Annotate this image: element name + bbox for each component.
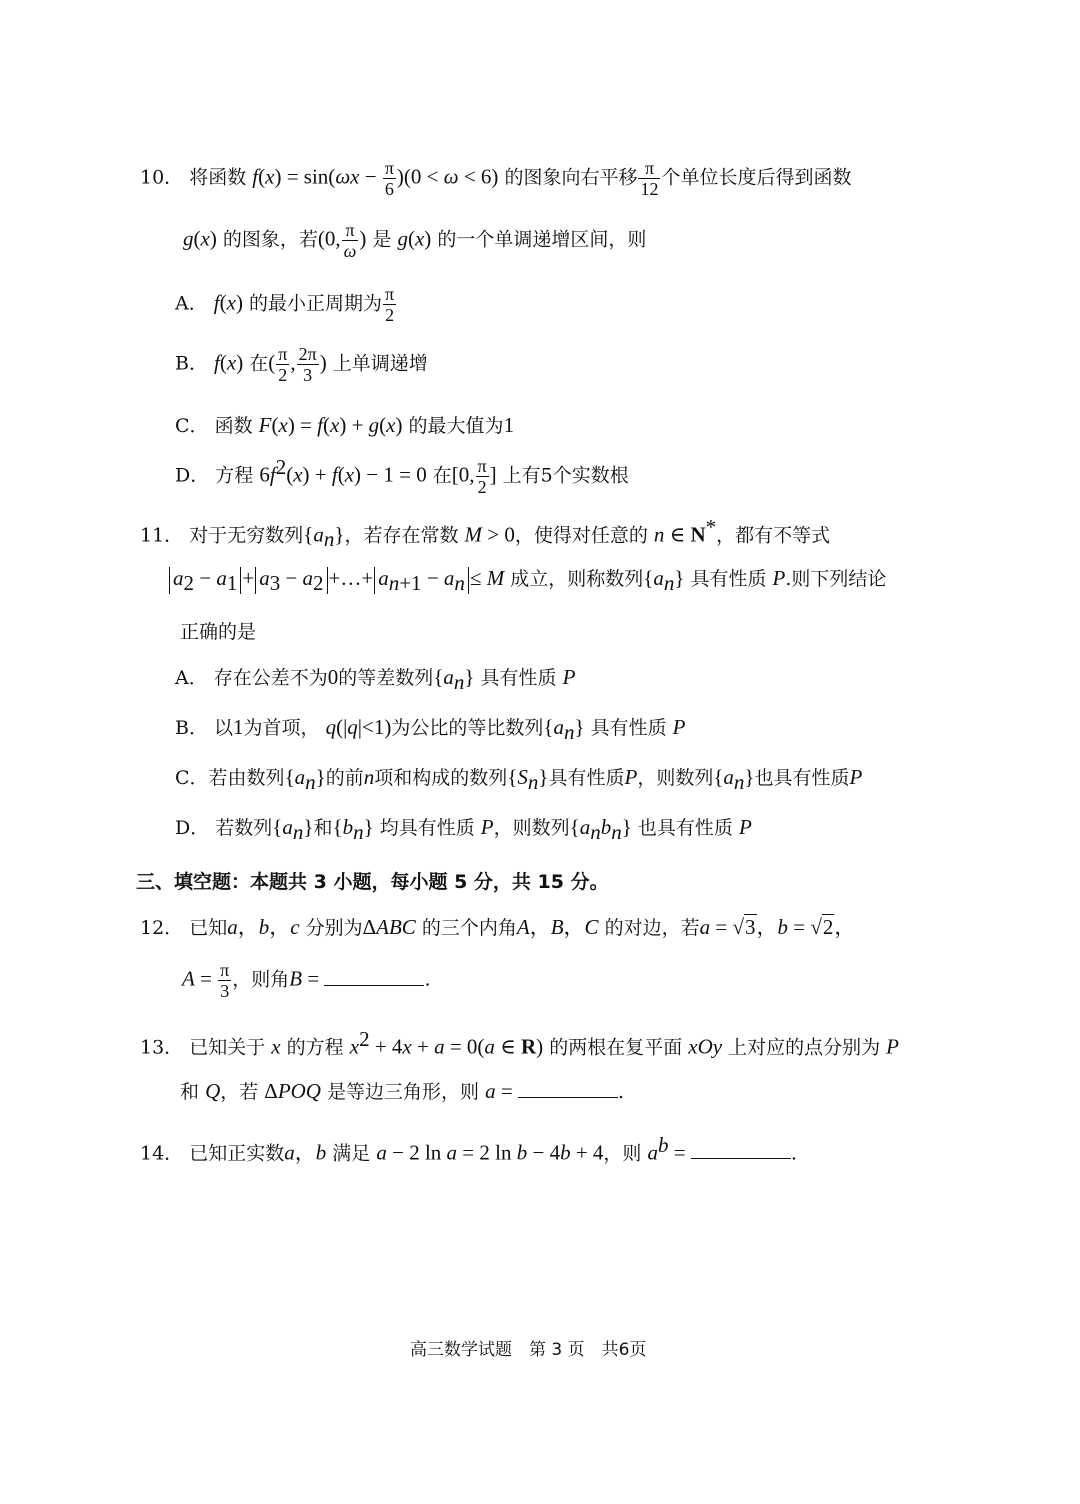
q12-end: .	[424, 968, 431, 991]
q12-answer-blank[interactable]	[324, 967, 424, 986]
q13-text-5: 和	[180, 1081, 200, 1103]
q10-option-a-label: A．	[175, 292, 208, 315]
q11-option-a-text-2: 的等差数列	[338, 667, 434, 689]
q11-option-c-text-6: 也具有性质	[754, 767, 850, 789]
q10-option-b-label: B．	[175, 352, 208, 375]
q12-text-3: 的三个内角	[421, 917, 517, 939]
q10-option-d-text-2: 在	[432, 464, 452, 487]
q11-option-b: B． 以1为首项， q(|q|<1)为公比的等比数列$\{a_n\}$ 具有性质 P	[175, 715, 686, 744]
q12-text-4: 的对边，若	[604, 917, 700, 939]
q11-option-c-label: C．	[175, 767, 209, 789]
q10-option-d-text-3: 上有5个实数根	[502, 464, 629, 487]
q10-option-c-text-2: 的最大值为	[408, 415, 504, 437]
q13-text-1: 已知关于	[189, 1036, 266, 1059]
q14-line-1: 14． 已知正实数a，b 满足 a − 2 ln a = 2 ln b − 4b + 4，则 $a^b$ = .	[140, 1133, 797, 1165]
q12-line-2: A = $\frac{\pi}{3}$ ，则角B = .	[182, 960, 431, 1001]
q10-text-2: 的图象向右平移	[504, 166, 638, 189]
q12-text-1: 已知	[189, 917, 228, 939]
q11-option-b-label: B．	[175, 717, 208, 739]
q13-number: 13．	[140, 1036, 184, 1059]
q10-frac-pi-6: $\frac{\pi}{6}$	[384, 158, 394, 199]
q10-number: 10．	[140, 166, 184, 189]
q11-option-d-text-4: ，则数列	[493, 817, 570, 839]
q10-option-d-text-1: 方程	[215, 464, 254, 487]
q12-line-1: 12． 已知a，b，c 分别为ΔABC 的三个内角A，B，C 的对边，若a = √3，b = √2，	[140, 915, 856, 939]
q14-text-3: ，则	[603, 1142, 642, 1165]
q11-option-a-text-1: 存在公差不为	[213, 667, 328, 689]
q14-number: 14．	[140, 1142, 184, 1165]
q11-option-b-text-1: 以	[214, 717, 234, 739]
q11-text-4: ，都有不等式	[716, 524, 831, 547]
q13-end: .	[617, 1081, 624, 1103]
q10-text-4: 的图象，若	[222, 228, 318, 251]
q10-option-d: D． 方程 $6f^2(x) + f(x) - 1 = 0$ 在[0, $\frac{\pi}{2}$ ] 上有5个实数根	[175, 455, 629, 497]
q13-text-7: 是等边三角形，则	[327, 1081, 480, 1103]
q11-text-5: 成立，则称数列	[510, 568, 644, 590]
q10-option-b: B． f(x) 在( $\frac{\pi}{2}$ , $\frac{2\pi}{3}$ ) 上单调递增	[175, 344, 428, 385]
q12-text-2: 分别为	[305, 917, 363, 939]
q11-line-1: 11． 对于无穷数列$\{a_n\}$，若存在常数 M > 0，使得对任意的 n ∈ N*，都有不等式	[140, 515, 831, 552]
q11-text-2: ，若存在常数	[344, 524, 459, 547]
q11-option-c-text-1: 若由数列	[208, 767, 285, 789]
q11-text-7: .则下列结论	[785, 568, 887, 590]
q11-text-8: 正确的是	[180, 621, 257, 643]
q13-text-6: ，若	[220, 1081, 259, 1103]
q13-line-2: 和 Q，若 ΔPOQ 是等边三角形，则 a = .	[180, 1079, 624, 1103]
q11-number: 11．	[140, 524, 184, 547]
q14-text-2: 满足	[332, 1142, 371, 1165]
q10-text-3: 个单位长度后得到函数	[661, 166, 852, 189]
q11-option-b-text-2: 为首项，	[243, 717, 320, 739]
q10-frac-pi-omega: $\frac{\pi}{\omega}$	[343, 220, 357, 261]
q13-line-1: 13． 已知关于 x 的方程 $x^2 + 4x + a = 0(a$ ∈ R) 的两根在复平面 xOy 上对应的点分别为 P	[140, 1027, 899, 1059]
q14-text-1: 已知正实数	[189, 1142, 285, 1165]
q10-option-b-text-2: 上单调递增	[332, 352, 428, 375]
q11-option-b-text-3: 为公比的等比数列	[391, 717, 544, 739]
q10-option-c: C． 函数 F(x) = f(x) + g(x) 的最大值为1	[175, 413, 515, 437]
q11-option-d-text-2: 和	[313, 817, 333, 839]
q11-option-a-text-3: 具有性质	[480, 667, 557, 689]
q11-option-d-text-5: 也具有性质	[637, 817, 733, 839]
section-3-heading: 三、填空题：本题共 3 小题，每小题 5 分，共 15 分。	[136, 871, 609, 893]
q11-option-d-text-1: 若数列	[215, 817, 273, 839]
q11-option-a-label: A．	[175, 667, 208, 689]
q10-line-1: 10． 将函数 f(x) = sin(ωx − $\frac{\pi}{6}$ )(0 < ω < 6) 的图象向右平移 $\frac{\pi}{12}$ 个单位长度后得到函数	[140, 158, 852, 199]
q11-option-d: D． 若数列$\{a_n\}$和$\{b_n\}$ 均具有性质 P，则数列$\{a_nb_n\}$ 也具有性质 P	[175, 815, 752, 844]
q13-answer-blank[interactable]	[518, 1079, 618, 1098]
q13-text-2: 的方程	[286, 1036, 344, 1059]
q10-option-a-text: 的最小正周期为	[249, 292, 383, 315]
q10-option-c-label: C．	[175, 415, 209, 437]
q11-option-c-text-4: 具有性质	[548, 767, 625, 789]
q14-answer-blank[interactable]	[691, 1140, 791, 1159]
q10-option-d-label: D．	[175, 464, 210, 487]
q10-option-c-text-1: 函数	[214, 415, 253, 437]
q11-text-6: 具有性质	[690, 568, 767, 590]
q13-text-3: 的两根在复平面	[549, 1036, 683, 1059]
q10-option-a: A． f(x) 的最小正周期为 $\frac{\pi}{2}$	[175, 284, 395, 325]
q11-text-3: ，使得对任意的	[514, 524, 648, 547]
q10-option-b-text-1: 在	[249, 352, 269, 375]
q10-text-1: 将函数	[189, 166, 247, 189]
q12-text-5: ，则角	[232, 968, 290, 991]
q11-line-2: $a_2 - a_1 + a_3 - a_2$ +…+ $a_{n+1} - a_n \le M$ 成立，则称数列$\{a_n\}$ 具有性质 P.则下列结论	[168, 563, 886, 598]
q11-option-a: A． 存在公差不为0的等差数列$\{a_n\}$ 具有性质 P	[175, 665, 576, 694]
q11-option-d-text-3: 均具有性质	[379, 817, 475, 839]
q14-end: .	[790, 1142, 797, 1165]
q11-option-b-text-4: 具有性质	[590, 717, 667, 739]
q10-formula-f: f	[252, 164, 259, 189]
q11-option-c-text-2: 的前	[325, 767, 364, 789]
q10-text-6: 的一个单调递增区间，则	[437, 228, 647, 251]
q11-text-1: 对于无穷数列	[189, 524, 304, 547]
page-footer: 高三数学试题 第 3 页 共6页	[410, 1340, 647, 1360]
q10-text-5: 是	[372, 228, 392, 251]
q10-line-2: g(x) 的图象，若(0, $\frac{\pi}{\omega}$ ) 是 g(x) 的一个单调递增区间，则	[183, 220, 647, 261]
q11-line-3	[180, 617, 256, 647]
q11-option-c: C．若由数列$\{a_n\}$的前n项和构成的数列$\{S_n\}$具有性质P，则数列$\{a_n\}$也具有性质P	[175, 765, 863, 794]
q11-option-c-text-5: ，则数列	[637, 767, 714, 789]
q11-option-c-text-3: 项和构成的数列	[374, 767, 508, 789]
q12-number: 12．	[140, 917, 184, 939]
q10-frac-pi-12: $\frac{\pi}{12}$	[640, 158, 659, 199]
q13-text-4: 上对应的点分别为	[728, 1036, 881, 1059]
q11-option-d-label: D．	[175, 817, 210, 839]
